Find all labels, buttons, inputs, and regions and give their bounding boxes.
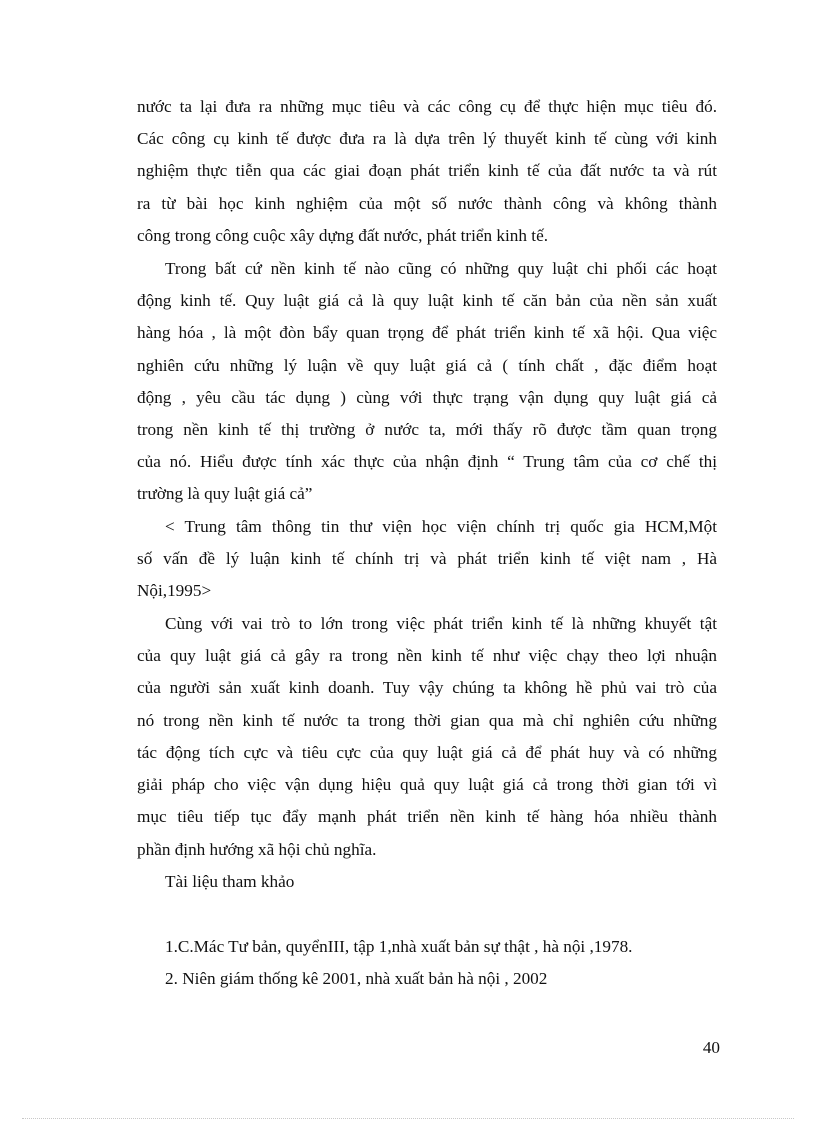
reference-item: 1.C.Mác Tư bản, quyểnIII, tập 1,nhà xuất bản sự thật , hà nội ,1978.	[165, 937, 633, 956]
body-line: động , yêu cầu tác dụng ) cùng với thực trạng vận dụng quy luật giá cả	[137, 388, 717, 407]
page-edge-divider	[22, 1118, 794, 1119]
body-line: công trong công cuộc xây dựng đất nước, phát triển kinh tế.	[137, 226, 548, 245]
body-line: phần định hướng xã hội chủ nghĩa.	[137, 840, 377, 859]
citation-line: số vấn đề lý luận kinh tế chính trị và phát triển kinh tế việt nam , Hà	[137, 549, 717, 568]
page-number: 40	[702, 1038, 720, 1057]
body-line: tác động tích cực và tiêu cực của quy luật giá cả để phát huy và có những	[137, 743, 717, 762]
body-line: trong nền kinh tế thị trường ở nước ta, mới thấy rõ được tầm quan trọng	[137, 420, 717, 439]
body-line: của nó. Hiểu được tính xác thực của nhận định “ Trung tâm của cơ chế thị	[137, 452, 717, 471]
citation-line: < Trung tâm thông tin thư viện học viện chính trị quốc gia HCM,Một	[165, 517, 717, 536]
body-line: mục tiêu tiếp tục đẩy mạnh phát triển nền kinh tế hàng hóa nhiều thành	[137, 807, 717, 826]
body-line: nước ta lại đưa ra những mục tiêu và các công cụ để thực hiện mục tiêu đó.	[137, 97, 717, 116]
body-line: hàng hóa , là một đòn bẩy quan trọng để phát triển kinh tế xã hội. Qua việc	[137, 323, 717, 342]
body-line: nó trong nền kinh tế nước ta trong thời gian qua mà chỉ nghiên cứu những	[137, 711, 717, 730]
body-line: động kinh tế. Quy luật giá cả là quy luật kinh tế căn bản của nền sản xuất	[137, 291, 717, 310]
body-line: Trong bất cứ nền kinh tế nào cũng có những quy luật chi phối các hoạt	[165, 259, 717, 278]
body-line: nghiệm thực tiễn qua các giai đoạn phát triển kinh tế của đất nước ta và rút	[137, 161, 717, 180]
body-line: giải pháp cho việc vận dụng hiệu quả quy luật giá cả trong thời gian tới vì	[137, 775, 717, 794]
references-heading: Tài liệu tham khảo	[165, 872, 295, 891]
body-line: của quy luật giá cả gây ra trong nền kinh tế như việc chạy theo lợi nhuận	[137, 646, 717, 665]
body-line: ra từ bài học kinh nghiệm của một số nước thành công và không thành	[137, 194, 717, 213]
body-line: Cùng với vai trò to lớn trong việc phát triển kinh tế là những khuyết tật	[165, 614, 717, 633]
body-line: Các công cụ kinh tế được đưa ra là dựa trên lý thuyết kinh tế cùng với kinh	[137, 129, 717, 148]
body-line: của người sản xuất kinh doanh. Tuy vậy chúng ta không hề phủ vai trò của	[137, 678, 717, 697]
reference-item: 2. Niên giám thống kê 2001, nhà xuất bản hà nội , 2002	[165, 969, 548, 988]
body-line: trường là quy luật giá cả”	[137, 484, 313, 503]
citation-line: Nội,1995>	[137, 581, 212, 600]
body-line: nghiên cứu những lý luận về quy luật giá cả ( tính chất , đặc điểm hoạt	[137, 356, 717, 375]
